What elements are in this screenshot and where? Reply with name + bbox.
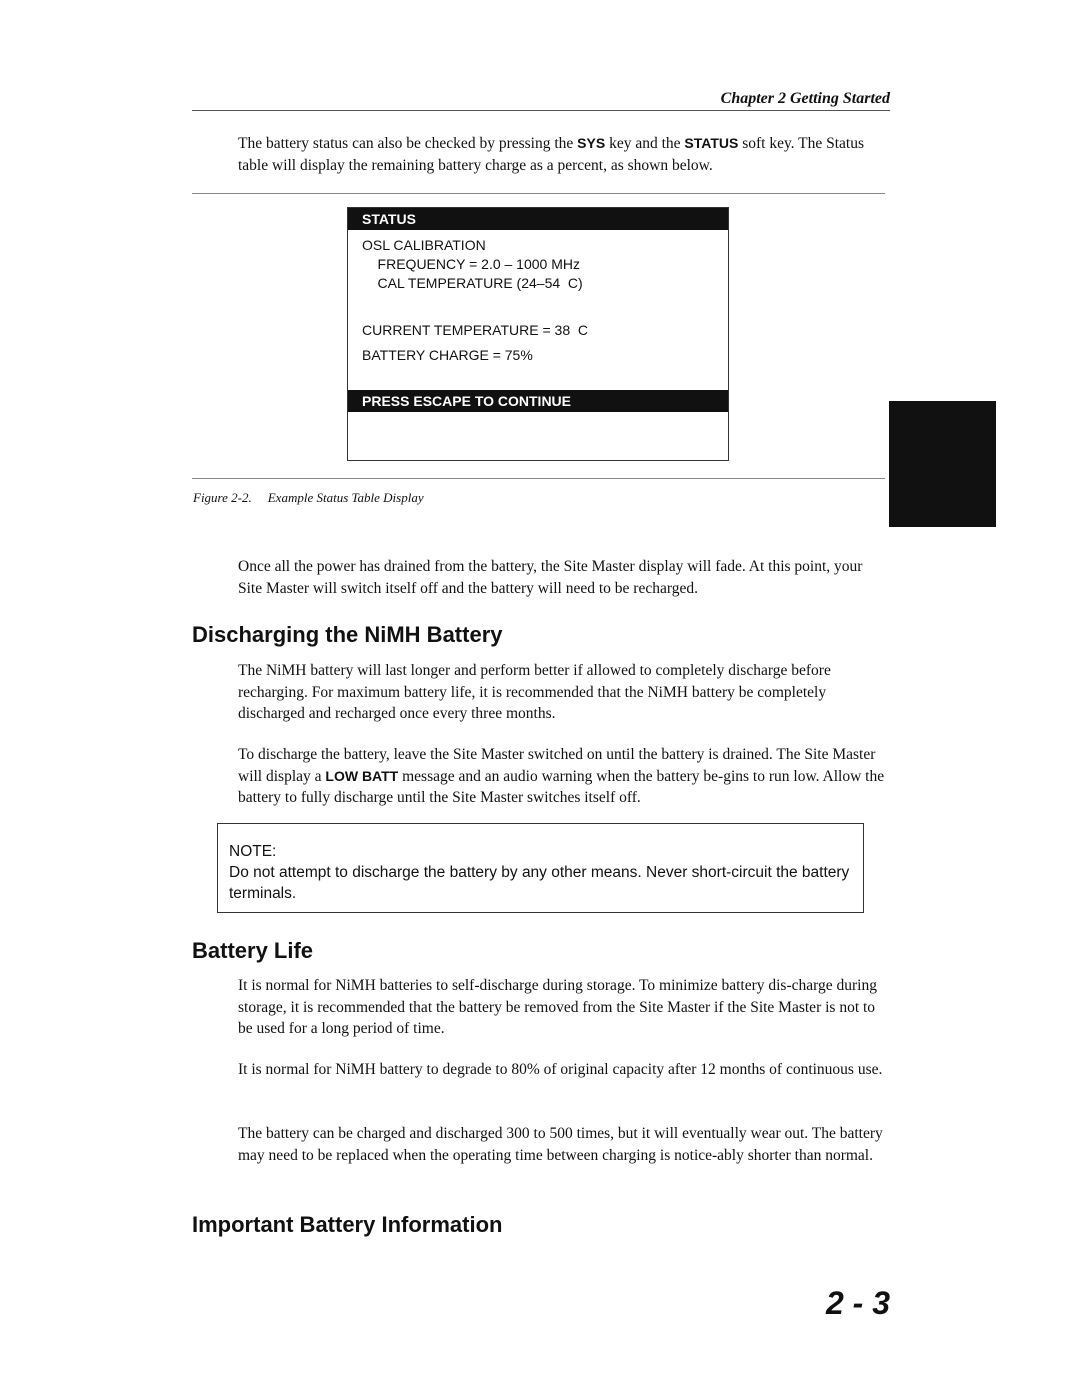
discharging-paragraph-2 bbox=[238, 744, 890, 809]
page-number: 2 - 3 bbox=[825, 1285, 890, 1321]
battery-life-paragraph-3: The battery can be charged and discharged 300 to 500 times, but it will eventually wear out. The battery may need to be replaced when the operating time between charging is notice-ably shorter than normal. bbox=[238, 1125, 883, 1164]
low-batt-label: LOW BATT bbox=[325, 767, 399, 784]
note-box bbox=[217, 823, 864, 913]
intro-text-3: soft key. The Status table will display the remaining battery charge as a percent, as shown below. bbox=[238, 135, 865, 174]
screen-line-battery-charge: BATTERY CHARGE = 75% bbox=[362, 347, 533, 363]
discharging-text-2: message and an audio warning when the battery be-gins to run low. Allow the battery to fully discharge until the Site Master switches itself off. bbox=[238, 767, 885, 806]
screen-line-osl: OSL CALIBRATION bbox=[362, 237, 486, 253]
discharging-paragraph-1: The NiMH battery will last longer and perform better if allowed to completely discharge before recharging. For maximum battery life, it is recommended that the NiMH battery be completely discharged and recharged once every three months. bbox=[238, 662, 831, 722]
status-title: STATUS bbox=[362, 211, 416, 227]
escape-prompt: PRESS ESCAPE TO CONTINUE bbox=[362, 393, 572, 409]
battery-life-paragraph-1: It is normal for NiMH batteries to self-discharge during storage. To minimize battery dis-charge during storage, it is recommended that the battery be removed from the Site Master if the Site Master is not to be used for a long period of time. bbox=[238, 977, 877, 1037]
figure-title: Example Status Table Display bbox=[267, 490, 424, 505]
figure-top-rule bbox=[192, 193, 885, 194]
screen-line-current-temp: CURRENT TEMPERATURE = 38 C bbox=[362, 322, 588, 338]
figure-bottom-rule bbox=[192, 478, 885, 479]
battery-life-heading: Battery Life bbox=[192, 938, 314, 963]
figure-caption bbox=[193, 490, 424, 506]
chapter-header: Chapter 2 Getting Started bbox=[720, 90, 890, 107]
status-key-label: STATUS bbox=[684, 135, 739, 151]
intro-paragraph bbox=[238, 133, 890, 176]
note-text: Do not attempt to discharge the battery by any other means. Never short-circuit the battery terminals. bbox=[229, 864, 850, 902]
discharging-text-1: To discharge the battery, leave the Site Master switched on until the battery is drained. The Site Master will display a bbox=[238, 746, 876, 785]
chapter-tab bbox=[889, 401, 996, 527]
sys-key-label: SYS bbox=[577, 135, 606, 151]
header-rule bbox=[192, 110, 890, 111]
screen-line-cal-temp: CAL TEMPERATURE (24–54 C) bbox=[362, 275, 583, 291]
discharging-heading: Discharging the NiMH Battery bbox=[192, 622, 503, 647]
screen-line-frequency: FREQUENCY = 2.0 – 1000 MHz bbox=[362, 256, 580, 272]
note-label: NOTE: bbox=[229, 843, 277, 860]
figure-number: Figure 2-2. bbox=[193, 490, 252, 505]
battery-life-paragraph-2: It is normal for NiMH battery to degrade to 80% of original capacity after 12 months of continuous use. bbox=[238, 1061, 883, 1078]
status-screen bbox=[347, 207, 729, 461]
important-heading: Important Battery Information bbox=[192, 1212, 503, 1237]
intro-text-1: The battery status can also be checked by pressing the bbox=[238, 135, 578, 152]
intro-text-2: key and the bbox=[605, 135, 685, 152]
status-title-bar bbox=[348, 208, 728, 230]
drain-paragraph: Once all the power has drained from the battery, the Site Master display will fade. At this point, your Site Master will switch itself off and the battery will need to be recharged. bbox=[238, 558, 863, 597]
escape-prompt-bar bbox=[348, 390, 728, 412]
